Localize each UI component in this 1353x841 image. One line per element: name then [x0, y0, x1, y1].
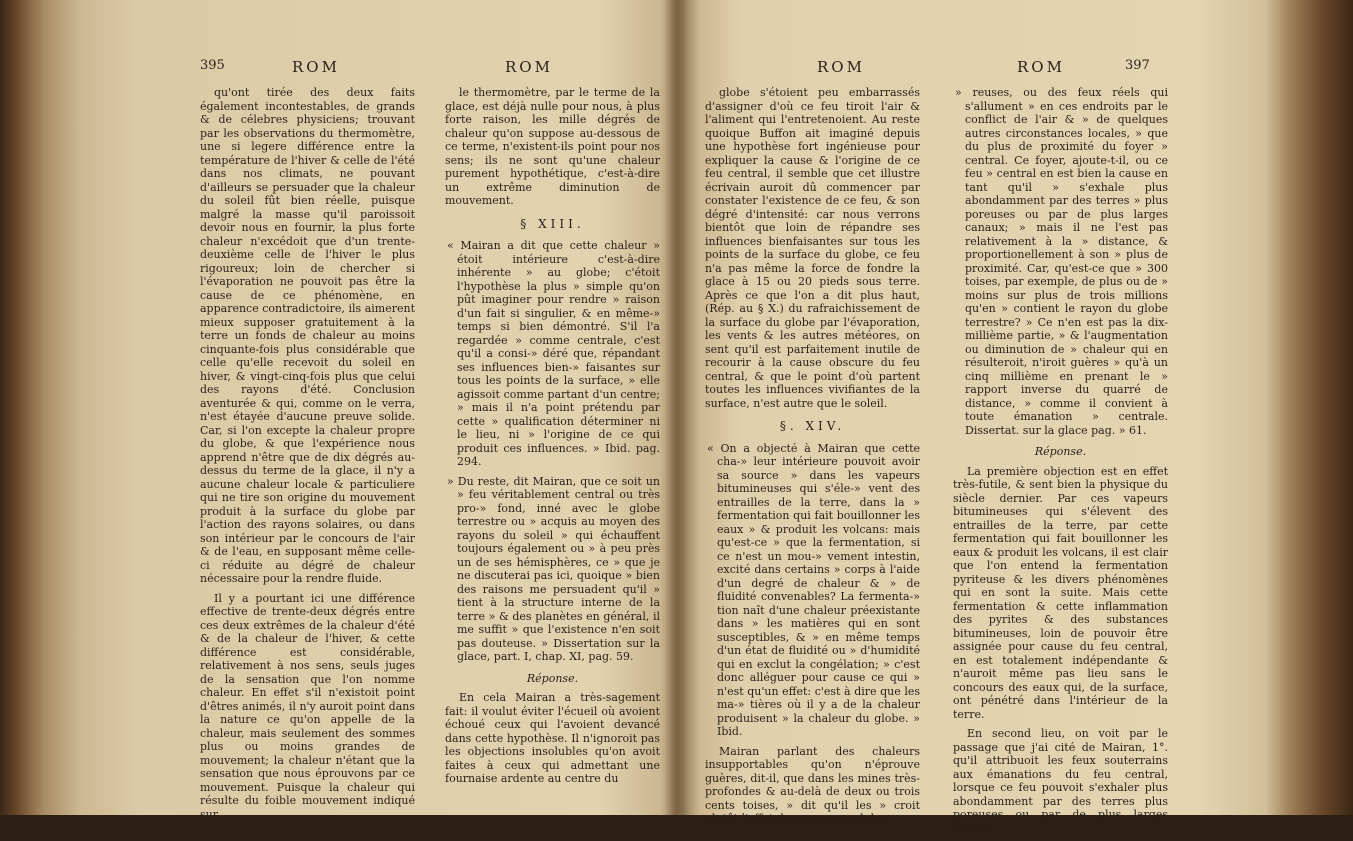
running-head-right: ROM — [1017, 58, 1065, 76]
gutter-shadow — [660, 0, 700, 815]
reponse-heading: Réponse. — [526, 671, 579, 685]
left-page-column-1 — [200, 86, 415, 827]
paragraph: le thermomètre, par le terme de la glace, est déjà nulle pour nous, à plus forte raison, les mille dégrés de chaleur qu'on suppose au-dessous de ce terme, n'existent-ils point pour nos sens; ils ne sont qu'une chaleur purement hypothétique, c'est-à-dire un extrême diminution de mouvement. — [445, 86, 660, 207]
running-head-right: ROM — [505, 58, 553, 76]
quotation: « Mairan a dit que cette chaleur » étoit intérieure c'est-à-dire inhérente » au globe; c'étoit l'hypothèse la plus » simple qu'on pût imaginer pour rendre » raison d'un fait si singulier, & en même-» temps si bien démontré. S'il l'a regardée » comme centrale, c'est qu'il a consi-» déré que, répandant ses influences bien-» faisantes sur tous les points de la surface, » elle agissoit comme partant d'un centre; » mais il n'a point prétendu par cette » qualification déterminer ni le lieu, ni » l'origine de ce qui produit ces influences. » Ibid. pag. 294. — [447, 239, 660, 468]
right-page-column-2 — [953, 86, 1168, 841]
running-head — [705, 58, 1170, 80]
running-head-left: ROM — [292, 58, 340, 76]
paragraph: En second lieu, on voit par le passage que j'ai cité de Mairan, 1°. qu'il attribuoit les feux souterrains aux émanations du feu central, lorsque ce feu pouvoit s'exhaler plus abondamment par des terres plus poreuses ou par de plus larges canaux; — [953, 727, 1168, 835]
section-heading: §. XIV. — [779, 419, 846, 433]
running-head-left: ROM — [817, 58, 865, 76]
left-page-column-2 — [445, 86, 660, 792]
page-number: 395 — [200, 58, 225, 73]
paragraph: Mairan parlant des chaleurs insupportables qu'on n'éprouve guères, dit-il, que dans les mines très-profondes & au-delà de deux ou trois cents toises, » dit qu'il les » croit plutôt l'effet des vapeurs sulphu- — [705, 744, 920, 825]
quotation: » reuses, ou des feux réels qui s'allument » en ces endroits par le conflict de l'air & » de quelques autres circonstances locales, » que du plus de proximité du foyer » central. Ce foyer, ajoute-t-il, ou ce feu » central en est bien la cause en tant qu'il » s'exhale plus abondamment par des terres » plus poreuses ou par de plus larges canaux; » mais il ne l'est pas relativement à la » distance, & proportionellement à son » plus de proximité. Car, qu'est-ce que » 300 toises, par exemple, de plus ou de » moins sur plus de trois millions qu'en » contient le rayon du globe terrestre? » Ce n'en est pas la dix-millième partie, » & l'augmentation ou diminution de » chaleur qui en résulteroit, n'iroit guères » qu'à un cinq millième en prenant le » rapport inverse du quarré de distance, » comme il convient à toute émanation » centrale. Dissertat. sur la glace pag. » 61. — [955, 86, 1168, 437]
paragraph: globe s'étoient peu embarrassés d'assigner d'où ce feu tiroit l'air & l'aliment qui l'entretenoient. Au reste quoique Buffon ait imaginé depuis une hypothèse fort ingénieuse pour expliquer la cause & l'origine de ce feu central, il semble que cet illustre écrivain auroit dû commencer par constater l'existence de ce feu, & son dégré d'intensité: car nous verrons bientôt que loin de répandre ses influences bienfaisantes sur tous les points de la surface du globe, ce feu n'a pas même la force de fondre la glace à 15 ou 20 pieds sous terre. Après ce que l'on a dit plus haut, (Rép. au § X.) du rafraichissement de la surface du globe par l'évaporation, les vents & les autres météores, on sent qu'il est parfaitement inutile de recourir à la cause obscure du feu central, & que le point d'où partent toutes les influences vivifiantes de la surface, n'est autre que le soleil. — [705, 86, 920, 410]
quotation: « On a objecté à Mairan que cette cha-» leur intérieure pouvoit avoir sa source » dans les vapeurs bitumineuses qui s'éle-» vent des entrailles de la terre, dans la » fermentation qui fait bouillonner les eaux » & produit les volcans: mais qu'est-ce » que la fermentation, si ce n'est un mou-» vement intestin, excité dans certains » corps à l'aide d'un degré de chaleur & » de fluidité convenables? La fermenta-» tion naît d'une chaleur préexistante dans » les matières qui en sont susceptibles, & » en même temps d'un état de fluidité ou » d'humidité qui en exclut la congélation; » c'est donc alléguer pour cause ce qui » n'est qu'un effet: c'est à dire que les ma-» tières où il y a de la chaleur produisent » la chaleur du globe. » Ibid. — [707, 441, 920, 738]
left-page-edges — [0, 0, 200, 815]
section-heading: § XIII. — [520, 216, 585, 231]
running-head — [200, 58, 665, 80]
paragraph: La première objection est en effet très-futile, & sent bien la physique du siècle dernier. Par ces vapeurs bitumineuses qui s'élevent des entrailles de la terre, par cette fermentation qui fait bouillonner les eaux & produit les volcans, il est clair que l'on entend la fermentation pyriteuse & les divers phénomènes qui en sont la suite. Mais cette fermentation & cette inflammation des pyrites & des substances bitumineuses, loin de pouvoir être assignée pour cause du feu central, en est totalement indépendante & n'auroit même pas lieu sans le concours des eaux qui, de la surface, ont pénétré dans l'intérieur de la terre. — [953, 464, 1168, 721]
page-number: 397 — [1125, 58, 1150, 73]
paragraph: qu'ont tirée des deux faits également incontestables, de grands & de célebres physiciens; trouvant par les observations du thermomètre, une si legere différence entre la température de l'hiver & celle de l'été dans nos climats, ne pouvant d'ailleurs se persuader que la chaleur du soleil fût bien réelle, puisque malgré la masse qu'il paroissoit devoir nous en fournir, la plus forte chaleur n'excédoit que d'un trente-deuxième celle de l'hiver le plus rigoureux; loin de chercher si l'évaporation ne pouvoit pas être la cause de ce phénomène, en apparence contradictoire, ils aimerent mieux supposer gratuitement à la terre un fonds de chaleur au moins cinquante-fois plus considérable que celle qu'elle recevoit du soleil en hiver, & vingt-cinq-fois plus que celui des rayons d'été. Conclusion aventurée & qui, comme on le verra, n'est étayée d'aucune preuve solide. Car, si l'on excepte la chaleur propre du globe, & que l'expérience nous apprend n'être que de dix dégrés au-dessus du terme de la glace, il n'y a aucune chaleur locale & particuliere qui ne tire son origine du mouvement produit à la surface du globe par l'action des rayons solaires, ou dans son intérieur par le concours de l'air & de l'eau, en supposant même celle-ci réduite au dégré de chaleur nécessaire pour la rendre fluide. — [200, 86, 415, 585]
reponse-heading: Réponse. — [1034, 445, 1087, 458]
paragraph: Il y a pourtant ici une différence effective de trente-deux dégrés entre ces deux extrêmes de la chaleur d'été & de la chaleur de l'hiver, & cette différence est considérable, relativement à nos sens, seuls juges de la sensation que l'on nomme chaleur. En effet s'il n'existoit point d'êtres animés, il n'y auroit point dans la nature ce qu'on appelle de la chaleur, mais seulement des sommes plus ou moins grandes de mouvement; la chaleur n'étant que la sensation que nous éprouvons par ce mouvement. Puisque la chaleur qui résulte du foible mouvement indiqué sur — [200, 591, 415, 821]
paragraph: En cela Mairan a très-sagement fait: il voulut éviter l'écueil où avoient échoué ceux qui l'avoient devancé dans cette hypothèse. Il n'ignoroit pas les objections insolubles qu'on avoit faites à ceux qui admettant une fournaise ardente au centre du — [445, 691, 660, 785]
quotation: » Du reste, dit Mairan, que ce soit un » feu véritablement central ou très pro-» fond, inné avec le globe terrestre ou » acquis au moyen des rayons du soleil » qui échauffent toujours également ou » à peu près un de ses hémisphères, ce » que je ne discuterai pas ici, quoique » bien des raisons me persuadent qu'il » tient à la structure interne de la terre » & des planètes en général, il me suffit » que l'existence n'en soit pas douteuse. » Dissertation sur la glace, part. I, chap. XI, pag. 59. — [447, 474, 660, 663]
right-page-column-1 — [705, 86, 920, 832]
right-page-edges — [1168, 0, 1353, 815]
